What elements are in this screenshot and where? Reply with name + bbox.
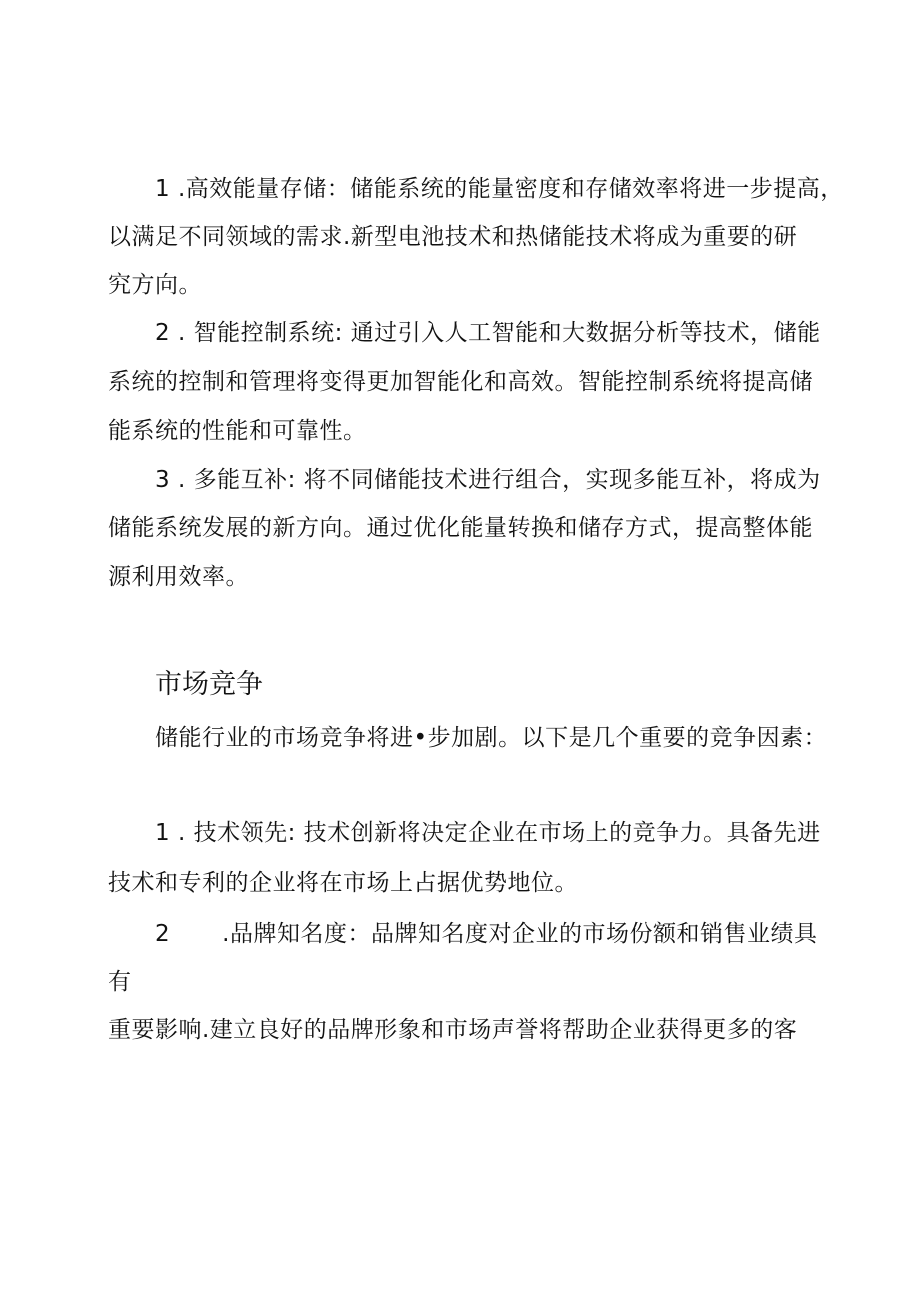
item-3-line-3: 源利用效率。: [108, 564, 249, 590]
competition-item-2-text: .品牌知名度：品牌知名度对企业的市场份额和销售业绩具: [222, 921, 818, 947]
item-1-line-1: 1 .高效能量存储：储能系统的能量密度和存储效率将进一步提高，: [155, 176, 844, 202]
section-heading: 市场竞争: [155, 669, 263, 700]
competition-item-1-line-2: 技术和专利的企业将在市场上占据优势地位。: [108, 870, 578, 896]
competition-item-2-wrap: 有: [108, 969, 132, 995]
item-3-line-2: 储能系统发展的新方向。通过优化能量转换和储存方式，提高整体能: [108, 515, 813, 541]
item-1-line-3: 究方向。: [108, 272, 202, 298]
section-intro: 储能行业的市场竞争将进•步加剧。以下是几个重要的竞争因素：: [155, 725, 828, 751]
competition-item-2-number: 2: [155, 921, 171, 947]
competition-item-2-line-2: 重要影响.建立良好的品牌形象和市场声誉将帮助企业获得更多的客: [108, 1017, 798, 1043]
item-2-line-1: 2 . 智能控制系统: 通过引入人工智能和大数据分析等技术，储能: [155, 320, 821, 346]
item-2-line-2: 系统的控制和管理将变得更加智能化和高效。智能控制系统将提高储: [108, 369, 813, 395]
item-2-line-3: 能系统的性能和可靠性。: [108, 418, 367, 444]
competition-item-1-line-1: 1 . 技术领先: 技术创新将决定企业在市场上的竞争力。具备先进: [155, 820, 821, 846]
competition-item-2-line-1: [155, 919, 817, 949]
item-1-line-2: 以满足不同领域的需求.新型电池技术和热储能技术将成为重要的研: [108, 224, 798, 250]
item-3-line-1: 3 . 多能互补: 将不同储能技术进行组合，实现多能互补，将成为: [155, 467, 821, 493]
